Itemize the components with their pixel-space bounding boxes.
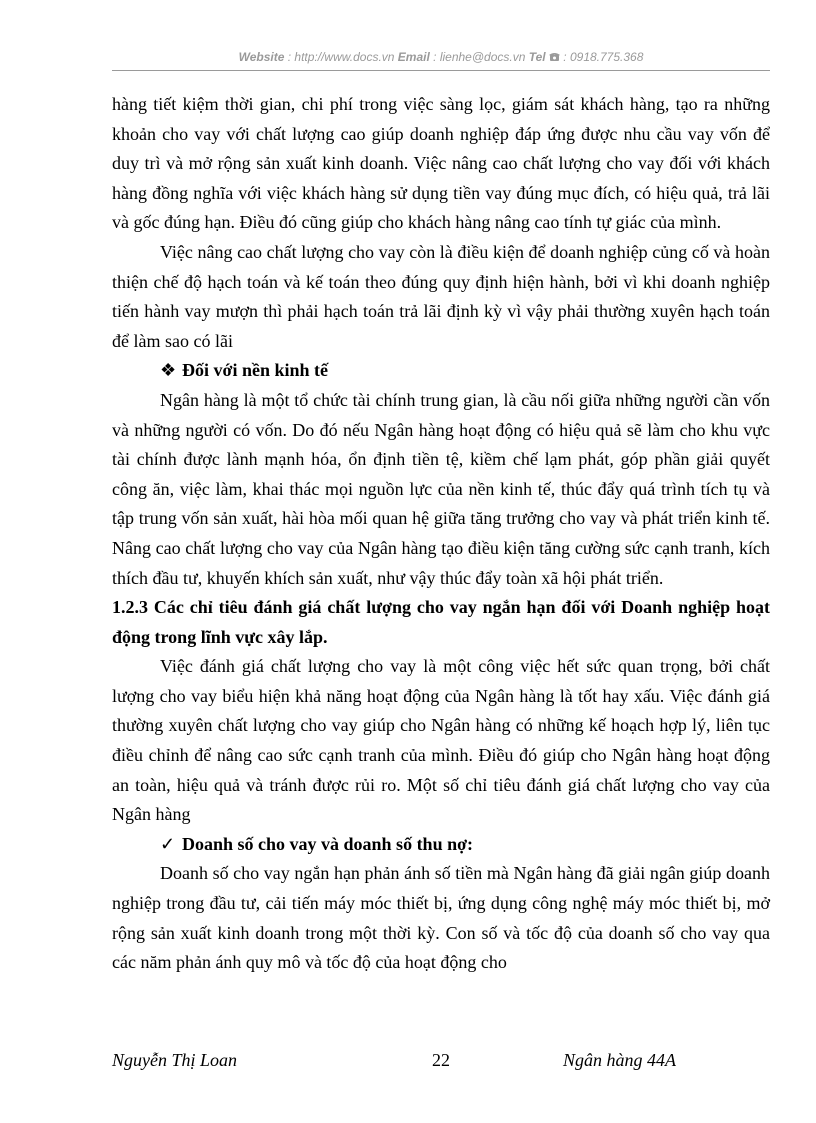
- phone-icon: [549, 52, 560, 62]
- email-label: Email: [397, 50, 430, 64]
- bullet-economy: [112, 356, 770, 386]
- footer-author: Nguyễn Thị Loan: [112, 1050, 238, 1070]
- paragraph-1: hàng tiết kiệm thời gian, chi phí trong việc sàng lọc, giám sát khách hàng, tạo ra những khoản cho vay với chất lượng cao giúp doanh nghiệp đáp ứng được nhu cầu vay vốn để duy trì và mở rộng sản xuất kinh doanh. Việc nâng cao chất lượng cho vay đối với khách hàng đồng nghĩa với việc khách hàng sử dụng tiền vay đúng mục đích, có hiệu quả, trả lãi và gốc đúng hạn. Điều đó cũng giúp cho khách hàng nâng cao tính tự giác của mình.: [112, 94, 770, 233]
- website-value: : http://www.docs.vn: [284, 50, 398, 64]
- tel-value: : 0918.775.368: [559, 50, 644, 64]
- footer-class: Ngân hàng 44A: [562, 1050, 676, 1070]
- website-label: Website: [238, 50, 285, 64]
- tel-label: Tel: [528, 50, 546, 64]
- section-heading: 1.2.3 Các chỉ tiêu đánh giá chất lượng cho vay ngắn hạn đối với Doanh nghiệp hoạt động trong lĩnh vực xây lắp.: [112, 597, 770, 647]
- paragraph-3: Ngân hàng là một tổ chức tài chính trung gian, là cầu nối giữa những người cần vốn và những người có vốn. Do đó nếu Ngân hàng hoạt động có hiệu quả sẽ làm cho khu vực tài chính được lành mạnh hóa, ổn định tiền tệ, kiềm chế lạm phát, góp phần giải quyết công ăn, việc làm, khai thác mọi nguồn lực của nền kinh tế, thúc đẩy quá trình tích tụ và tập trung vốn sản xuất, hài hòa mối quan hệ giữa tăng trưởng cho vay và phát triển kinh tế. Nâng cao chất lượng cho vay của Ngân hàng tạo điều kiện tăng cường sức cạnh tranh, kích thích đầu tư, khuyến khích sản xuất, như vậy thúc đẩy toàn xã hội phát triển.: [112, 389, 770, 588]
- header-divider: [112, 70, 770, 71]
- bullet-loan-volume: [112, 830, 770, 860]
- diamond-bullet-icon: ❖: [160, 360, 177, 381]
- bullet-economy-label: Đối với nền kinh tế: [182, 360, 328, 381]
- page-header: [112, 50, 770, 64]
- paragraph-2: Việc nâng cao chất lượng cho vay còn là điều kiện để doanh nghiệp củng cố và hoàn thiện chế độ hạch toán và kế toán theo đúng quy định hiện hành, bởi vì khi doanh nghiệp tiến hành vay mượn thì phải hạch toán trả lãi định kỳ vì vậy phải thường xuyên hạch toán để làm sao có lãi: [112, 241, 770, 351]
- bullet-loan-volume-label: Doanh số cho vay và doanh số thu nợ:: [182, 833, 474, 854]
- page-number: 22: [432, 1050, 450, 1070]
- page-footer: [112, 1050, 770, 1074]
- document-body: [112, 90, 770, 978]
- paragraph-4: Việc đánh giá chất lượng cho vay là một công việc hết sức quan trọng, bởi chất lượng cho vay biểu hiện khả năng hoạt động của Ngân hàng là tốt hay xấu. Việc đánh giá thường xuyên chất lượng cho vay giúp cho Ngân hàng có những kế hoạch hợp lý, liên tục điều chỉnh để nâng cao sức cạnh tranh của mình. Điều đó giúp cho Ngân hàng hoạt động an toàn, hiệu quả và tránh được rủi ro. Một số chỉ tiêu đánh giá chất lượng cho vay của Ngân hàng: [112, 656, 770, 825]
- paragraph-5: Doanh số cho vay ngắn hạn phản ánh số tiền mà Ngân hàng đã giải ngân giúp doanh nghiệp trong đầu tư, cải tiến máy móc thiết bị, ứng dụng công nghệ máy móc thiết bị, mở rộng sản xuất kinh doanh trong một thời kỳ. Con số và tốc độ của doanh số cho vay qua các năm phản ánh quy mô và tốc độ của hoạt động cho: [112, 863, 770, 973]
- checkmark-bullet-icon: ✓: [160, 833, 176, 854]
- email-value: : lienhe@docs.vn: [429, 50, 529, 64]
